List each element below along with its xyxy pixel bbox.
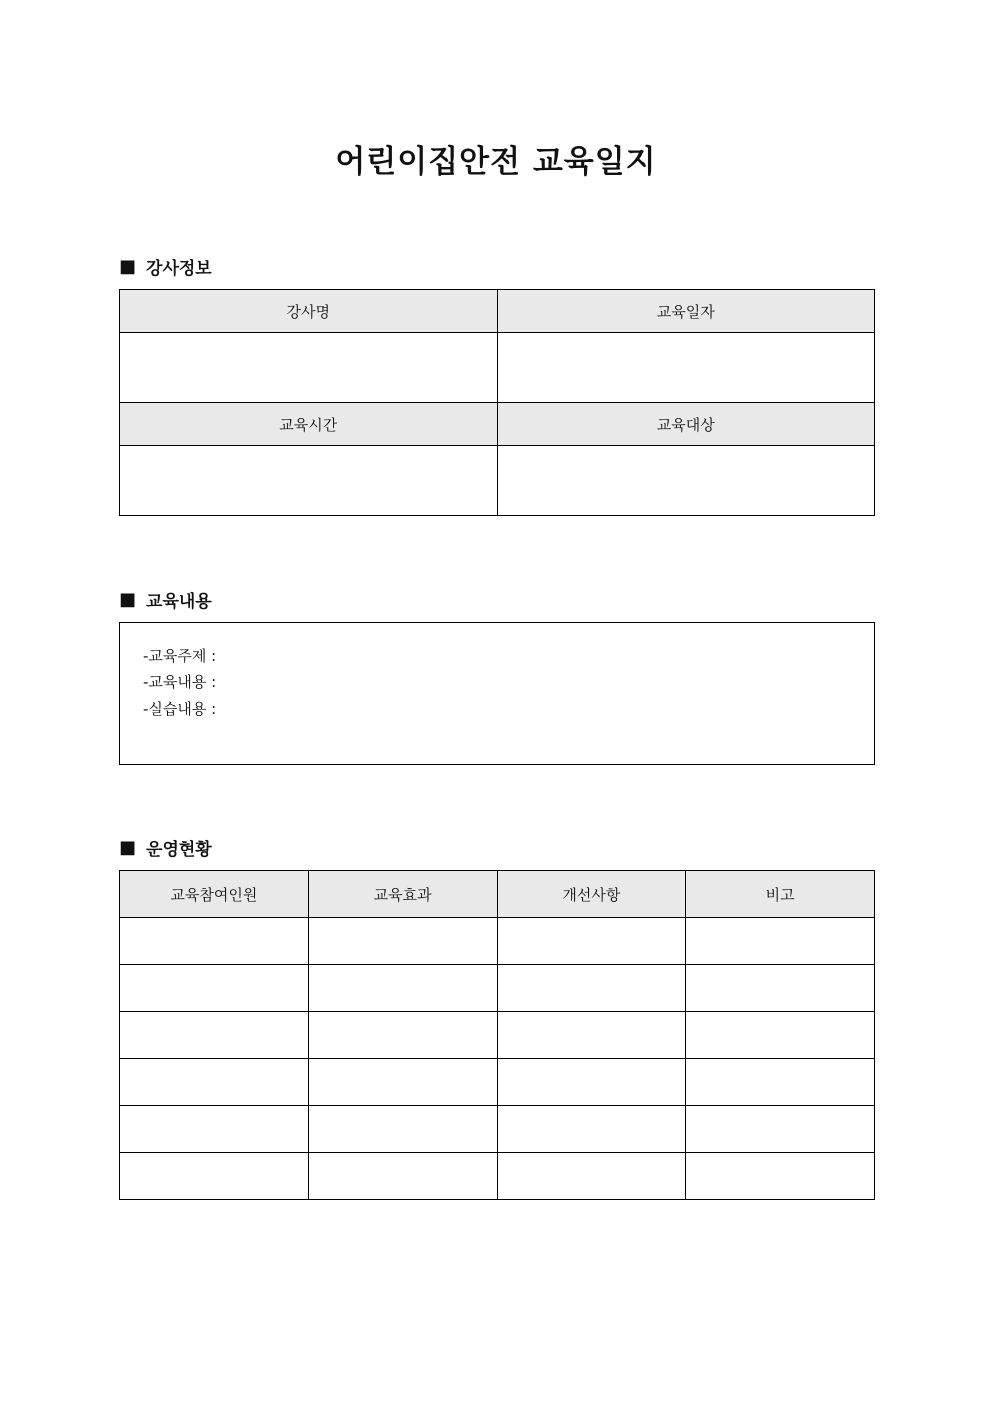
cell-improvements[interactable] [497,965,686,1012]
label-education-target: 교육대상 [497,403,875,446]
cell-participants[interactable] [120,1012,309,1059]
cell-effect[interactable] [308,1059,497,1106]
instructor-info-table [119,289,875,516]
section-heading-content [119,587,212,612]
cell-effect[interactable] [308,918,497,965]
cell-improvements[interactable] [497,918,686,965]
cell-effect[interactable] [308,965,497,1012]
square-bullet-icon: ■ [119,255,137,277]
cell-participants[interactable] [120,965,309,1012]
column-header-participants: 교육참여인원 [120,871,309,918]
table-row [120,1153,875,1200]
cell-effect[interactable] [308,1153,497,1200]
section-title: 강사정보 [146,259,212,279]
cell-remarks[interactable] [686,1012,875,1059]
square-bullet-icon: ■ [119,836,137,858]
table-header-row [120,871,875,918]
table-row [120,1059,875,1106]
cell-improvements[interactable] [497,1059,686,1106]
cell-remarks[interactable] [686,918,875,965]
cell-remarks[interactable] [686,1153,875,1200]
column-header-effect: 교육효과 [308,871,497,918]
field-education-date[interactable] [497,333,875,403]
label-education-time: 교육시간 [120,403,498,446]
cell-participants[interactable] [120,1059,309,1106]
content-line-topic: -교육주제 : [143,647,217,665]
document-title: 어린이집안전 교육일지 [335,144,657,180]
section-heading-instructor [119,254,212,279]
table-row [120,1106,875,1153]
table-row [120,965,875,1012]
cell-participants[interactable] [120,1106,309,1153]
cell-effect[interactable] [308,1012,497,1059]
field-education-time[interactable] [120,446,498,516]
cell-improvements[interactable] [497,1012,686,1059]
content-line-practice: -실습내용 : [143,700,217,718]
cell-effect[interactable] [308,1106,497,1153]
section-title: 교육내용 [146,592,212,612]
cell-participants[interactable] [120,1153,309,1200]
table-row [120,918,875,965]
section-heading-operations [119,835,212,860]
education-content-box[interactable] [119,622,875,765]
label-instructor-name: 강사명 [120,290,498,333]
content-line-content: -교육내용 : [143,673,217,691]
square-bullet-icon: ■ [119,588,137,610]
cell-remarks[interactable] [686,1059,875,1106]
column-header-remarks: 비고 [686,871,875,918]
cell-remarks[interactable] [686,965,875,1012]
cell-improvements[interactable] [497,1153,686,1200]
cell-improvements[interactable] [497,1106,686,1153]
label-education-date: 교육일자 [497,290,875,333]
table-row [120,1012,875,1059]
cell-participants[interactable] [120,918,309,965]
cell-remarks[interactable] [686,1106,875,1153]
section-title: 운영현황 [146,840,212,860]
operations-table [119,870,875,1200]
field-education-target[interactable] [497,446,875,516]
field-instructor-name[interactable] [120,333,498,403]
column-header-improvements: 개선사항 [497,871,686,918]
